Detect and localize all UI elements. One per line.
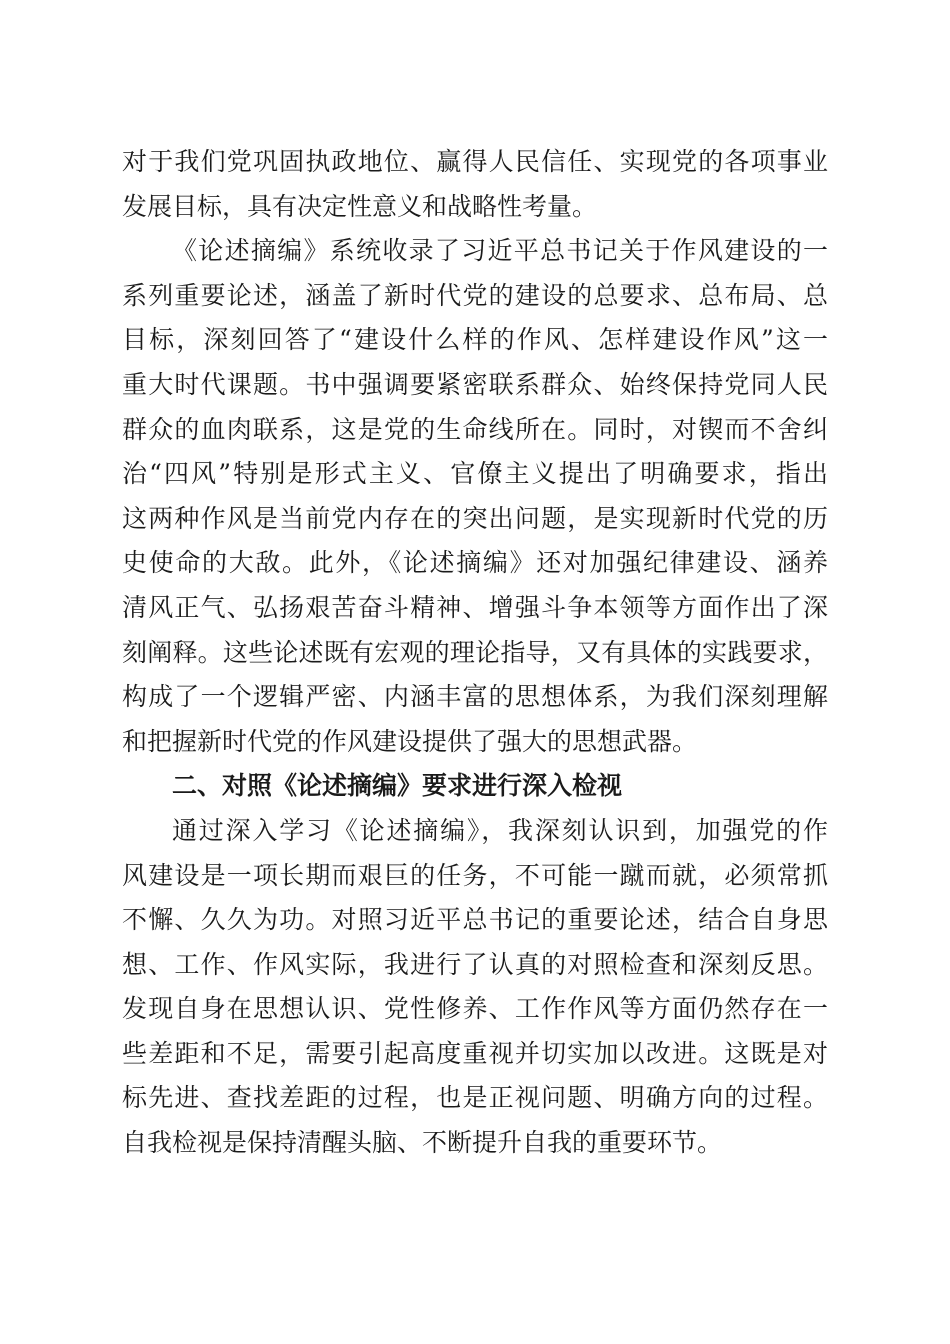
paragraph-2-line-3: 目标，深刻回答了“建设什么样的作风、怎样建设作风”这一 [122,325,828,355]
section-heading: 二、对照《论述摘编》要求进行深入检视 [172,771,623,801]
paragraph-3-line-4: 想、工作、作风实际，我进行了认真的对照检查和深刻反思。 [122,949,828,979]
paragraph-2-line-6: 治“四风”特别是形式主义、官僚主义提出了明确要求，指出 [122,459,828,489]
paragraph-2-line-8: 史使命的大敌。此外，《论述摘编》还对加强纪律建设、涵养 [122,548,828,578]
paragraph-3-line-6: 些差距和不足，需要引起高度重视并切实加以改进。这既是对 [122,1038,828,1068]
paragraph-3-line-1: 通过深入学习《论述摘编》，我深刻认识到，加强党的作 [172,815,828,845]
paragraph-3-line-8: 自我检视是保持清醒头脑、不断提升自我的重要环节。 [122,1128,723,1158]
paragraph-1-line-2: 发展目标，具有决定性意义和战略性考量。 [122,191,598,221]
paragraph-2-line-5: 群众的血肉联系，这是党的生命线所在。同时，对锲而不舍纠 [122,414,828,444]
document-page [122,140,828,1166]
paragraph-2-line-7: 这两种作风是当前党内存在的突出问题，是实现新时代党的历 [122,503,828,533]
paragraph-3-line-2: 风建设是一项长期而艰巨的任务，不可能一蹴而就，必须常抓 [122,860,828,890]
paragraph-3-line-5: 发现自身在思想认识、党性修养、工作作风等方面仍然存在一 [122,994,828,1024]
paragraph-1-line-1: 对于我们党巩固执政地位、赢得人民信任、实现党的各项事业 [122,147,828,176]
paragraph-2-line-10: 刻阐释。这些论述既有宏观的理论指导，又有具体的实践要求， [122,637,828,667]
paragraph-2-line-4: 重大时代课题。书中强调要紧密联系群众、始终保持党同人民 [122,369,828,399]
paragraph-2-line-11: 构成了一个逻辑严密、内涵丰富的思想体系，为我们深刻理解 [122,682,828,712]
paragraph-3-line-3: 不懈、久久为功。对照习近平总书记的重要论述，结合自身思 [122,905,828,935]
paragraph-2-line-1: 《论述摘编》系统收录了习近平总书记关于作风建设的一 [172,236,828,266]
paragraph-3-line-7: 标先进、查找差距的过程，也是正视问题、明确方向的过程。 [122,1083,828,1113]
paragraph-2-line-9: 清风正气、弘扬艰苦奋斗精神、增强斗争本领等方面作出了深 [122,592,828,622]
paragraph-2-line-12: 和把握新时代党的作风建设提供了强大的思想武器。 [122,726,698,756]
paragraph-2-line-2: 系列重要论述，涵盖了新时代党的建设的总要求、总布局、总 [122,280,828,310]
